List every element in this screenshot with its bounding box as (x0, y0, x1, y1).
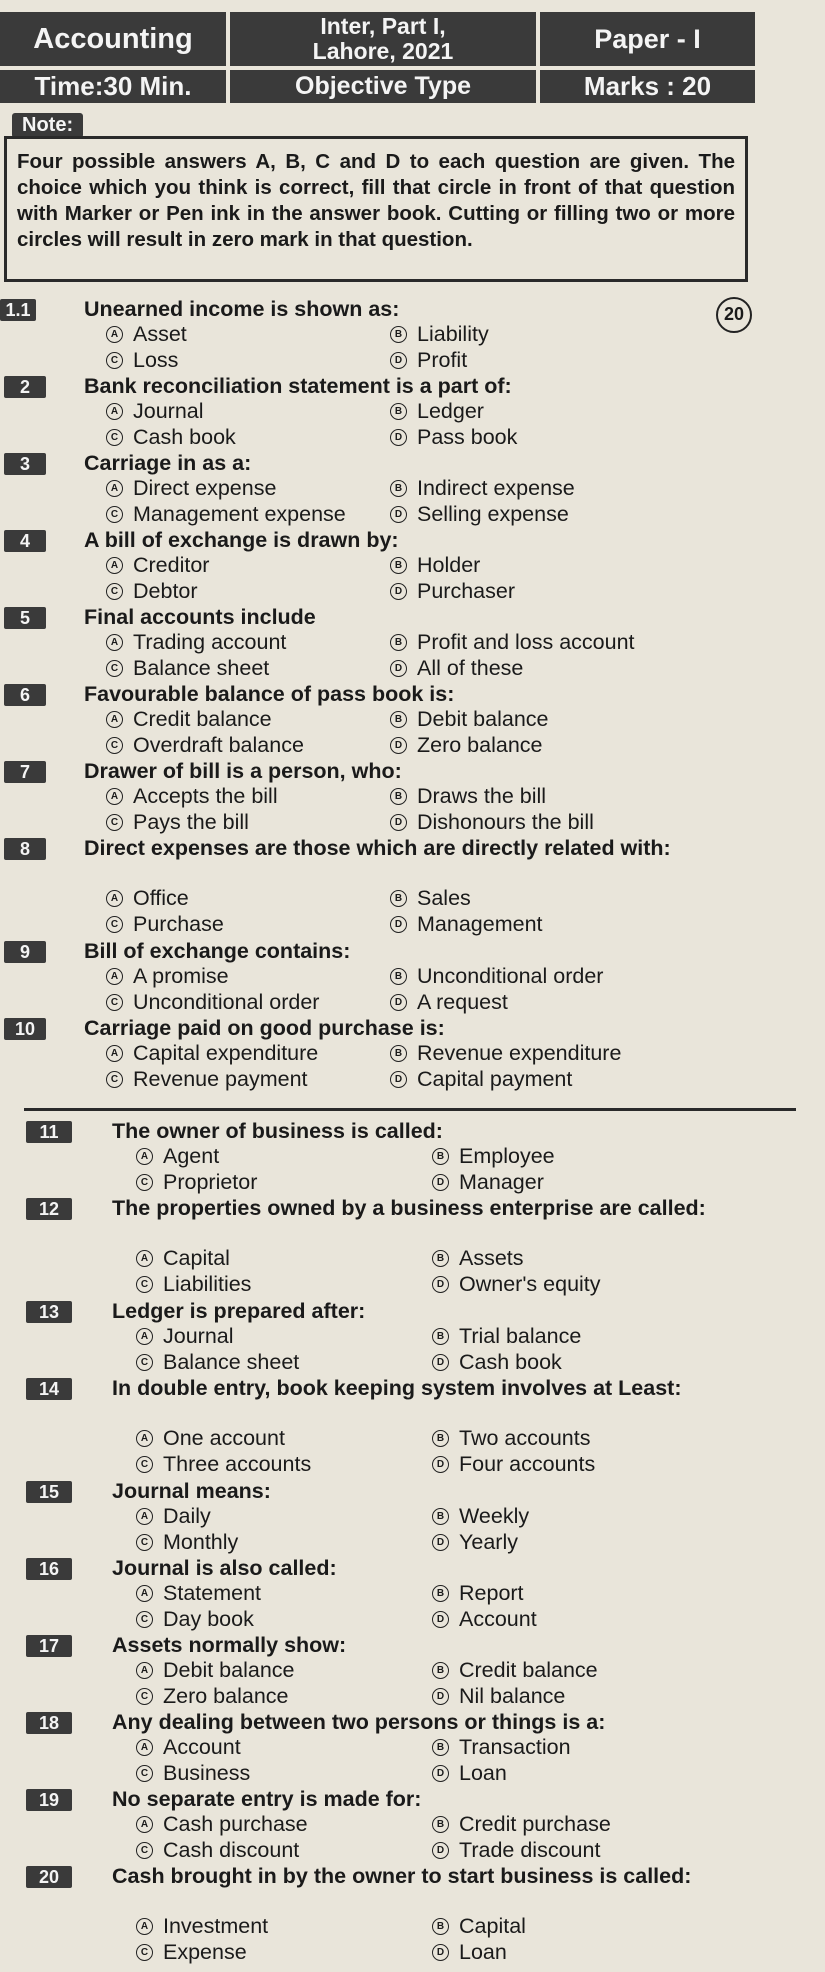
answer-option-label: Debit balance (163, 1658, 295, 1682)
answer-option-c[interactable] (136, 1530, 238, 1555)
answer-option-label: Agent (163, 1144, 220, 1168)
answer-bubble-icon[interactable]: D (432, 1174, 449, 1191)
answer-option-label: Overdraft balance (133, 733, 304, 757)
question-number: 1.1 (0, 299, 36, 321)
answer-bubble-icon[interactable]: B (432, 1508, 449, 1525)
answer-option-d[interactable] (390, 912, 543, 937)
answer-option-label: Journal (133, 399, 204, 423)
answer-bubble-icon[interactable]: C (136, 1611, 153, 1628)
answer-option-c[interactable] (136, 1350, 299, 1375)
answer-bubble-icon[interactable]: D (432, 1354, 449, 1371)
question-number: 4 (4, 530, 46, 552)
answer-bubble-icon[interactable]: C (106, 660, 123, 677)
answer-option-label: Cash book (459, 1350, 562, 1374)
marks-label: Marks : 20 (540, 70, 755, 103)
question-text: Drawer of bill is a person, who: (84, 759, 402, 783)
question-text: Carriage in as a: (84, 451, 252, 475)
answer-option-label: Assets (459, 1246, 524, 1270)
answer-option-label: One account (163, 1426, 285, 1450)
answer-option-label: Unconditional order (133, 990, 320, 1014)
answer-option-b[interactable] (432, 1812, 611, 1837)
answer-option-a[interactable] (136, 1658, 294, 1683)
answer-option-label: Business (163, 1761, 251, 1785)
answer-option-label: Proprietor (163, 1170, 258, 1194)
answer-option-a[interactable] (106, 707, 272, 732)
question-number: 9 (4, 941, 46, 963)
answer-option-b[interactable] (390, 1041, 621, 1066)
answer-option-b[interactable] (432, 1504, 529, 1529)
answer-option-b[interactable] (390, 886, 471, 911)
answer-option-a[interactable] (136, 1246, 230, 1271)
answer-option-b[interactable] (390, 553, 480, 578)
answer-bubble-icon[interactable]: B (432, 1662, 449, 1679)
answer-option-label: Capital expenditure (133, 1041, 319, 1065)
answer-bubble-icon[interactable]: B (432, 1430, 449, 1447)
answer-option-d[interactable] (432, 1452, 595, 1477)
answer-option-label: Pass book (417, 425, 518, 449)
answer-option-label: Four accounts (459, 1452, 596, 1476)
answer-option-label: Asset (133, 322, 187, 346)
answer-option-label: Daily (163, 1504, 211, 1528)
exam-info-line2: Lahore, 2021 (312, 38, 454, 64)
question-number: 19 (26, 1789, 72, 1811)
answer-option-c[interactable] (136, 1170, 257, 1195)
answer-option-label: Balance sheet (133, 656, 270, 680)
answer-bubble-icon[interactable]: B (390, 557, 407, 574)
answer-bubble-icon[interactable]: B (432, 1918, 449, 1935)
answer-option-label: Liability (417, 322, 489, 346)
answer-bubble-icon[interactable]: C (136, 1174, 153, 1191)
question-text: No separate entry is made for: (112, 1787, 422, 1811)
answer-bubble-icon[interactable]: A (106, 1045, 123, 1062)
answer-bubble-icon[interactable]: D (432, 1842, 449, 1859)
answer-option-label: Credit balance (459, 1658, 598, 1682)
question-text: The owner of business is called: (112, 1119, 443, 1143)
answer-option-d[interactable] (390, 1067, 572, 1092)
answer-option-label: Account (163, 1735, 241, 1759)
answer-option-label: Loan (459, 1940, 507, 1964)
question-text: Bill of exchange contains: (84, 939, 351, 963)
answer-option-label: Office (133, 886, 189, 910)
answer-option-label: Cash purchase (163, 1812, 308, 1836)
answer-option-label: Revenue expenditure (417, 1041, 622, 1065)
answer-bubble-icon[interactable]: D (390, 737, 407, 754)
question-number: 13 (26, 1301, 72, 1323)
answer-option-b[interactable] (432, 1144, 555, 1169)
answer-option-a[interactable] (106, 322, 187, 347)
answer-option-d[interactable] (432, 1761, 507, 1786)
answer-bubble-icon[interactable]: C (136, 1354, 153, 1371)
answer-bubble-icon[interactable]: C (106, 916, 123, 933)
section-divider (24, 1108, 796, 1111)
answer-option-b[interactable] (390, 322, 489, 347)
answer-option-label: Creditor (133, 553, 210, 577)
answer-bubble-icon[interactable]: A (106, 711, 123, 728)
answer-bubble-icon[interactable]: A (136, 1148, 153, 1165)
answer-option-label: Debit balance (417, 707, 549, 731)
answer-option-b[interactable] (432, 1735, 571, 1760)
answer-bubble-icon[interactable]: C (106, 429, 123, 446)
question-text: Ledger is prepared after: (112, 1299, 366, 1323)
answer-option-a[interactable] (106, 784, 278, 809)
answer-bubble-icon[interactable]: C (106, 737, 123, 754)
answer-option-label: Management expense (133, 502, 346, 526)
answer-option-label: Management (417, 912, 543, 936)
answer-option-label: Sales (417, 886, 471, 910)
answer-bubble-icon[interactable]: D (390, 1071, 407, 1088)
answer-bubble-icon[interactable]: C (106, 583, 123, 600)
question-text: The properties owned by a business enterprise are called: (112, 1196, 706, 1220)
answer-option-label: Indirect expense (417, 476, 575, 500)
answer-option-d[interactable] (432, 1684, 565, 1709)
answer-option-label: Direct expense (133, 476, 277, 500)
answer-option-c[interactable] (106, 912, 224, 937)
answer-option-label: Three accounts (163, 1452, 312, 1476)
answer-option-c[interactable] (136, 1940, 247, 1965)
answer-option-c[interactable] (106, 348, 178, 373)
answer-option-label: Capital (163, 1246, 230, 1270)
answer-bubble-icon[interactable]: B (390, 326, 407, 343)
answer-option-label: Statement (163, 1581, 261, 1605)
answer-option-d[interactable] (390, 733, 543, 758)
answer-option-label: Monthly (163, 1530, 239, 1554)
answer-option-b[interactable] (432, 1426, 590, 1451)
question-text: Unearned income is shown as: (84, 297, 400, 321)
answer-bubble-icon[interactable]: A (106, 634, 123, 651)
answer-bubble-icon[interactable]: C (136, 1688, 153, 1705)
answer-bubble-icon[interactable]: A (136, 1328, 153, 1345)
answer-option-c[interactable] (136, 1607, 254, 1632)
answer-option-b[interactable] (390, 399, 484, 424)
answer-bubble-icon[interactable]: D (390, 916, 407, 933)
answer-bubble-icon[interactable]: A (106, 890, 123, 907)
total-marks-circle: 20 (716, 297, 752, 333)
question-text: Final accounts include (84, 605, 316, 629)
answer-option-a[interactable] (136, 1324, 234, 1349)
answer-option-label: Debtor (133, 579, 198, 603)
question-text: In double entry, book keeping system involves at Least: (112, 1376, 682, 1400)
answer-option-a[interactable] (106, 1041, 318, 1066)
answer-option-label: Selling expense (417, 502, 569, 526)
note-label: Note: (12, 113, 83, 138)
question-text: Direct expenses are those which are directly related with: (84, 836, 671, 860)
answer-bubble-icon[interactable]: C (106, 506, 123, 523)
answer-bubble-icon[interactable]: A (136, 1585, 153, 1602)
answer-bubble-icon[interactable]: A (136, 1662, 153, 1679)
question-number: 18 (26, 1712, 72, 1734)
answer-bubble-icon[interactable]: B (390, 711, 407, 728)
answer-bubble-icon[interactable]: D (390, 994, 407, 1011)
answer-option-label: Purchase (133, 912, 224, 936)
answer-option-c[interactable] (106, 656, 269, 681)
answer-bubble-icon[interactable]: C (136, 1765, 153, 1782)
answer-option-b[interactable] (432, 1581, 524, 1606)
answer-option-d[interactable] (432, 1350, 562, 1375)
answer-option-c[interactable] (136, 1452, 311, 1477)
answer-option-b[interactable] (390, 476, 575, 501)
answer-bubble-icon[interactable]: B (390, 968, 407, 985)
answer-option-label: Cash discount (163, 1838, 300, 1862)
answer-option-a[interactable] (106, 964, 229, 989)
answer-option-label: Purchaser (417, 579, 515, 603)
answer-bubble-icon[interactable]: C (106, 994, 123, 1011)
answer-option-label: Liabilities (163, 1272, 252, 1296)
answer-option-label: Journal (163, 1324, 234, 1348)
answer-option-d[interactable] (390, 425, 517, 450)
answer-option-a[interactable] (136, 1504, 211, 1529)
question-text: Carriage paid on good purchase is: (84, 1016, 445, 1040)
answer-option-label: Zero balance (163, 1684, 289, 1708)
question-text: Cash brought in by the owner to start business is called: (112, 1864, 692, 1888)
answer-option-b[interactable] (432, 1658, 598, 1683)
answer-option-label: Capital (459, 1914, 526, 1938)
question-number: 5 (4, 607, 46, 629)
answer-bubble-icon[interactable]: A (136, 1739, 153, 1756)
answer-option-c[interactable] (136, 1838, 299, 1863)
question-number: 6 (4, 684, 46, 706)
answer-bubble-icon[interactable]: B (390, 634, 407, 651)
answer-option-label: Trade discount (459, 1838, 601, 1862)
subject-title: Accounting (0, 12, 230, 66)
answer-option-label: Manager (459, 1170, 544, 1194)
answer-bubble-icon[interactable]: B (432, 1585, 449, 1602)
answer-bubble-icon[interactable]: D (390, 660, 407, 677)
answer-bubble-icon[interactable]: B (390, 890, 407, 907)
answer-option-c[interactable] (136, 1684, 289, 1709)
answer-option-label: Trial balance (459, 1324, 582, 1348)
answer-bubble-icon[interactable]: A (106, 557, 123, 574)
answer-option-label: Weekly (459, 1504, 530, 1528)
answer-option-label: Investment (163, 1914, 269, 1938)
answer-bubble-icon[interactable]: B (432, 1250, 449, 1267)
answer-option-d[interactable] (390, 502, 569, 527)
exam-info (230, 12, 540, 66)
question-text: Bank reconciliation statement is a part of: (84, 374, 512, 398)
answer-option-d[interactable] (390, 990, 508, 1015)
answer-option-label: Pays the bill (133, 810, 249, 834)
answer-option-b[interactable] (390, 707, 548, 732)
question-number: 14 (26, 1378, 72, 1400)
answer-bubble-icon[interactable]: A (106, 480, 123, 497)
answer-option-c[interactable] (106, 810, 249, 835)
answer-option-a[interactable] (106, 553, 209, 578)
time-label: Time:30 Min. (0, 70, 230, 103)
answer-option-label: Two accounts (459, 1426, 591, 1450)
answer-bubble-icon[interactable]: C (106, 352, 123, 369)
question-number: 15 (26, 1481, 72, 1503)
question-text: Any dealing between two persons or things is a: (112, 1710, 606, 1734)
answer-bubble-icon[interactable]: C (136, 1944, 153, 1961)
answer-bubble-icon[interactable]: B (432, 1739, 449, 1756)
answer-bubble-icon[interactable]: B (390, 480, 407, 497)
answer-bubble-icon[interactable]: C (136, 1842, 153, 1859)
answer-bubble-icon[interactable]: A (106, 326, 123, 343)
answer-option-c[interactable] (106, 425, 236, 450)
question-text: A bill of exchange is drawn by: (84, 528, 399, 552)
question-text: Journal is also called: (112, 1556, 337, 1580)
answer-option-d[interactable] (432, 1940, 507, 1965)
answer-bubble-icon[interactable]: D (390, 814, 407, 831)
answer-option-label: Transaction (459, 1735, 571, 1759)
answer-bubble-icon[interactable]: D (432, 1456, 449, 1473)
answer-bubble-icon[interactable]: A (136, 1508, 153, 1525)
answer-option-label: Loan (459, 1761, 507, 1785)
answer-option-label: Yearly (459, 1530, 518, 1554)
answer-option-label: Credit balance (133, 707, 272, 731)
answer-bubble-icon[interactable]: B (432, 1328, 449, 1345)
answer-option-c[interactable] (136, 1272, 251, 1297)
answer-bubble-icon[interactable]: D (432, 1534, 449, 1551)
answer-bubble-icon[interactable]: B (432, 1148, 449, 1165)
answer-bubble-icon[interactable]: B (390, 788, 407, 805)
answer-bubble-icon[interactable]: D (432, 1944, 449, 1961)
answer-option-d[interactable] (390, 810, 594, 835)
answer-option-b[interactable] (390, 630, 635, 655)
answer-bubble-icon[interactable]: B (432, 1816, 449, 1833)
answer-option-label: Employee (459, 1144, 555, 1168)
answer-option-label: Accepts the bill (133, 784, 278, 808)
answer-option-label: Revenue payment (133, 1067, 308, 1091)
answer-bubble-icon[interactable]: D (390, 583, 407, 600)
exam-info-line1: Inter, Part I, (320, 13, 446, 39)
question-number: 20 (26, 1866, 72, 1888)
answer-option-c[interactable] (106, 1067, 308, 1092)
exam-header (0, 12, 755, 103)
question-text: Journal means: (112, 1479, 271, 1503)
answer-option-label: Unconditional order (417, 964, 604, 988)
answer-option-c[interactable] (106, 579, 198, 604)
answer-option-c[interactable] (106, 990, 319, 1015)
question-number: 8 (4, 838, 46, 860)
answer-option-a[interactable] (136, 1581, 261, 1606)
answer-option-label: Nil balance (459, 1684, 566, 1708)
answer-option-label: Profit (417, 348, 468, 372)
answer-option-label: Credit purchase (459, 1812, 611, 1836)
answer-option-a[interactable] (136, 1812, 308, 1837)
answer-option-label: Dishonours the bill (417, 810, 594, 834)
question-text: Assets normally show: (112, 1633, 347, 1657)
answer-option-label: Owner's equity (459, 1272, 601, 1296)
answer-option-b[interactable] (390, 964, 603, 989)
answer-option-label: Draws the bill (417, 784, 547, 808)
answer-bubble-icon[interactable]: B (390, 1045, 407, 1062)
answer-option-c[interactable] (106, 733, 304, 758)
answer-bubble-icon[interactable]: D (432, 1611, 449, 1628)
answer-option-a[interactable] (136, 1426, 285, 1451)
answer-option-label: Cash book (133, 425, 236, 449)
answer-bubble-icon[interactable]: C (106, 814, 123, 831)
type-label: Objective Type (230, 70, 540, 103)
answer-bubble-icon[interactable]: D (432, 1765, 449, 1782)
answer-option-d[interactable] (390, 579, 515, 604)
answer-bubble-icon[interactable]: A (106, 968, 123, 985)
answer-bubble-icon[interactable]: A (106, 788, 123, 805)
question-number: 11 (26, 1121, 72, 1143)
answer-option-d[interactable] (432, 1838, 600, 1863)
answer-option-label: Loss (133, 348, 179, 372)
answer-option-label: Balance sheet (163, 1350, 300, 1374)
answer-bubble-icon[interactable]: C (136, 1276, 153, 1293)
answer-option-a[interactable] (106, 886, 189, 911)
answer-option-label: A promise (133, 964, 229, 988)
question-text: Favourable balance of pass book is: (84, 682, 455, 706)
question-number: 2 (4, 376, 46, 398)
answer-option-d[interactable] (390, 656, 523, 681)
answer-bubble-icon[interactable]: A (136, 1250, 153, 1267)
answer-option-d[interactable] (432, 1607, 537, 1632)
answer-bubble-icon[interactable]: C (136, 1456, 153, 1473)
answer-option-a[interactable] (136, 1914, 268, 1939)
question-number: 16 (26, 1558, 72, 1580)
answer-option-b[interactable] (432, 1246, 524, 1271)
answer-option-a[interactable] (136, 1144, 219, 1169)
answer-bubble-icon[interactable]: A (136, 1816, 153, 1833)
question-number: 10 (4, 1018, 46, 1040)
answer-option-d[interactable] (432, 1170, 544, 1195)
answer-option-label: Report (459, 1581, 524, 1605)
answer-option-a[interactable] (136, 1735, 241, 1760)
answer-option-a[interactable] (106, 399, 204, 424)
answer-option-c[interactable] (136, 1761, 250, 1786)
answer-bubble-icon[interactable]: D (390, 352, 407, 369)
answer-bubble-icon[interactable]: D (390, 429, 407, 446)
answer-option-label: A request (417, 990, 508, 1014)
paper-label: Paper - I (540, 12, 755, 66)
answer-bubble-icon[interactable]: A (136, 1918, 153, 1935)
question-number: 3 (4, 453, 46, 475)
answer-option-label: Expense (163, 1940, 247, 1964)
answer-bubble-icon[interactable]: B (390, 403, 407, 420)
answer-option-label: Ledger (417, 399, 484, 423)
question-number: 7 (4, 761, 46, 783)
answer-option-b[interactable] (432, 1914, 526, 1939)
answer-option-label: Capital payment (417, 1067, 573, 1091)
answer-option-label: Profit and loss account (417, 630, 635, 654)
answer-option-label: Account (459, 1607, 537, 1631)
question-number: 12 (26, 1198, 72, 1220)
answer-option-label: Day book (163, 1607, 254, 1631)
answer-bubble-icon[interactable]: A (106, 403, 123, 420)
answer-bubble-icon[interactable]: C (136, 1534, 153, 1551)
note-text: Four possible answers A, B, C and D to each question are given. The choice which you think is correct, fill that circle in front of that question with Marker or Pen ink in the answer book. Cutting or filling two or more circles will result in zero mark in that question. (4, 136, 748, 282)
answer-bubble-icon[interactable]: D (390, 506, 407, 523)
answer-option-label: All of these (417, 656, 524, 680)
answer-option-label: Holder (417, 553, 481, 577)
answer-option-b[interactable] (432, 1324, 581, 1349)
answer-option-d[interactable] (432, 1530, 518, 1555)
answer-option-d[interactable] (432, 1272, 601, 1297)
answer-bubble-icon[interactable]: D (432, 1688, 449, 1705)
answer-option-b[interactable] (390, 784, 546, 809)
question-number: 17 (26, 1635, 72, 1657)
answer-bubble-icon[interactable]: C (106, 1071, 123, 1088)
answer-option-label: Trading account (133, 630, 287, 654)
answer-bubble-icon[interactable]: D (432, 1276, 449, 1293)
answer-option-label: Zero balance (417, 733, 543, 757)
answer-option-c[interactable] (106, 502, 346, 527)
answer-bubble-icon[interactable]: A (136, 1430, 153, 1447)
answer-option-a[interactable] (106, 630, 286, 655)
answer-option-d[interactable] (390, 348, 467, 373)
answer-option-a[interactable] (106, 476, 276, 501)
